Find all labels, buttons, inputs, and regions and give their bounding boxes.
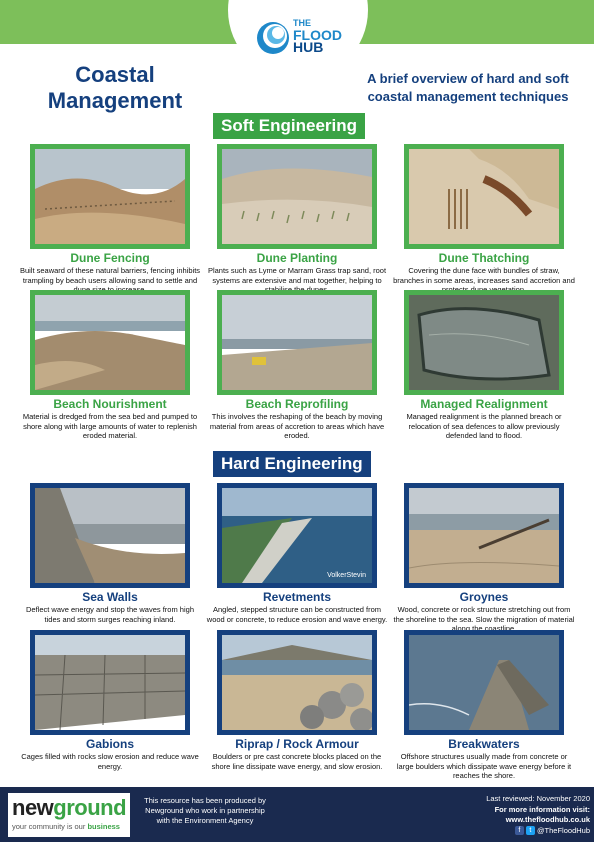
website-link[interactable]: www.thefloodhub.co.uk <box>505 815 590 824</box>
card-title: Dune Thatching <box>438 251 530 265</box>
newground-name-part-2: ground <box>53 795 127 820</box>
riprap-photo <box>217 630 377 735</box>
title-line-2: Management <box>47 88 183 113</box>
managed-realignment-photo <box>404 290 564 395</box>
card-beach-nourishment <box>17 290 203 441</box>
card-sea-walls <box>17 483 203 624</box>
card-title: Riprap / Rock Armour <box>235 737 359 751</box>
dune-planting-photo <box>217 144 377 249</box>
card-description: Wood, concrete or rock structure stretching out from the shoreline to the sea. Slow the migration of material along the coastline. <box>393 605 575 633</box>
card-title: Managed Realignment <box>420 397 548 411</box>
subtitle-line-1: A brief overview of hard and soft <box>367 71 569 86</box>
tagline-part-2: business <box>87 822 120 831</box>
groynes-photo <box>404 483 564 588</box>
card-title: Beach Reprofiling <box>245 397 349 411</box>
dune-thatching-photo <box>404 144 564 249</box>
card-title: Sea Walls <box>82 590 138 604</box>
card-description: Offshore structures usually made from concrete or large boulders which dissipate wave energy before it reaches the shore. <box>396 752 572 780</box>
card-beach-reprofiling <box>204 290 390 441</box>
card-description: Deflect wave energy and stop the waves from high tides and storm surges reaching inland. <box>25 605 194 624</box>
logo-line-2: FLOOD <box>293 27 342 43</box>
sea-walls-photo <box>30 483 190 588</box>
gabions-photo <box>30 630 190 735</box>
tagline-part-1: your community is our <box>12 822 88 831</box>
card-title: Breakwaters <box>448 737 520 751</box>
card-title: Groynes <box>459 590 509 604</box>
card-breakwaters <box>391 630 577 781</box>
card-description: Plants such as Lyme or Marram Grass trap sand, root systems are extensive and mat together, helping to stabilise the dunes. <box>207 266 387 294</box>
card-description: Boulders or pre cast concrete blocks placed on the shore line dissipate wave energy, and slow erosion. <box>211 752 383 771</box>
card-description: Managed realignment is the planned breach or relocation of sea defences to allow previously defended land to flood. <box>406 412 562 440</box>
card-dune-planting <box>204 144 390 295</box>
newground-logo <box>8 793 130 837</box>
card-riprap-rock-armour <box>204 630 390 771</box>
card-description: Cages filled with rocks slow erosion and reduce wave energy. <box>21 752 199 771</box>
newground-name-part-1: new <box>12 795 54 820</box>
card-managed-realignment <box>391 290 577 441</box>
social-row <box>440 826 590 837</box>
last-reviewed: Last reviewed: November 2020 <box>486 794 590 803</box>
card-dune-fencing <box>17 144 203 295</box>
soft-engineering-heading: Soft Engineering <box>213 113 365 139</box>
beach-reprofiling-photo <box>217 290 377 395</box>
footer-credit: This resource has been produced by Newground who work in partnership with the Environment Agency <box>144 796 266 825</box>
hard-engineering-heading: Hard Engineering <box>213 451 371 477</box>
facebook-icon[interactable]: f <box>515 826 524 835</box>
social-handle[interactable]: @TheFloodHub <box>536 825 590 835</box>
card-dune-thatching <box>391 144 577 295</box>
card-title: Beach Nourishment <box>53 397 167 411</box>
beach-nourishment-photo <box>30 290 190 395</box>
card-title: Revetments <box>262 590 332 604</box>
card-groynes <box>391 483 577 634</box>
newground-tagline <box>12 822 120 831</box>
card-gabions <box>17 630 203 771</box>
footer-info <box>440 794 590 836</box>
logo-line-1: THE <box>293 18 311 28</box>
newground-wordmark <box>12 795 126 821</box>
card-description: Covering the dune face with bundles of straw, branches in some areas, increases sand accretion and protects dune vegetation. <box>393 266 575 294</box>
logo-line-3: HUB <box>293 39 324 55</box>
breakwaters-photo <box>404 630 564 735</box>
twitter-icon[interactable]: t <box>526 826 535 835</box>
photo-credit: VolkerStevin <box>327 572 366 579</box>
dune-fencing-photo <box>30 144 190 249</box>
card-description: Built seaward of these natural barriers, fencing inhibits trampling by beach users allowing sand to settle and dune size to increase. <box>19 266 201 294</box>
page-subtitle <box>348 70 588 106</box>
more-info-label: For more information visit: <box>494 804 590 814</box>
logo-wordmark <box>293 17 342 53</box>
card-description: Angled, stepped structure can be constructed from wood or concrete, to reduce erosion and wave energy. <box>206 605 388 624</box>
card-revetments <box>204 483 390 624</box>
subtitle-line-2: coastal management techniques <box>367 89 569 104</box>
card-title: Dune Fencing <box>70 251 150 265</box>
card-title: Gabions <box>85 737 134 751</box>
title-line-1: Coastal <box>75 62 155 87</box>
page-title <box>30 62 200 114</box>
revetments-photo <box>217 483 377 588</box>
card-description: Material is dredged from the sea bed and pumped to shore along with large amounts of water to replenish eroded material. <box>22 412 198 440</box>
card-description: This involves the reshaping of the beach by moving material from areas of accretion to areas which have eroded. <box>209 412 385 440</box>
card-title: Dune Planting <box>256 251 338 265</box>
